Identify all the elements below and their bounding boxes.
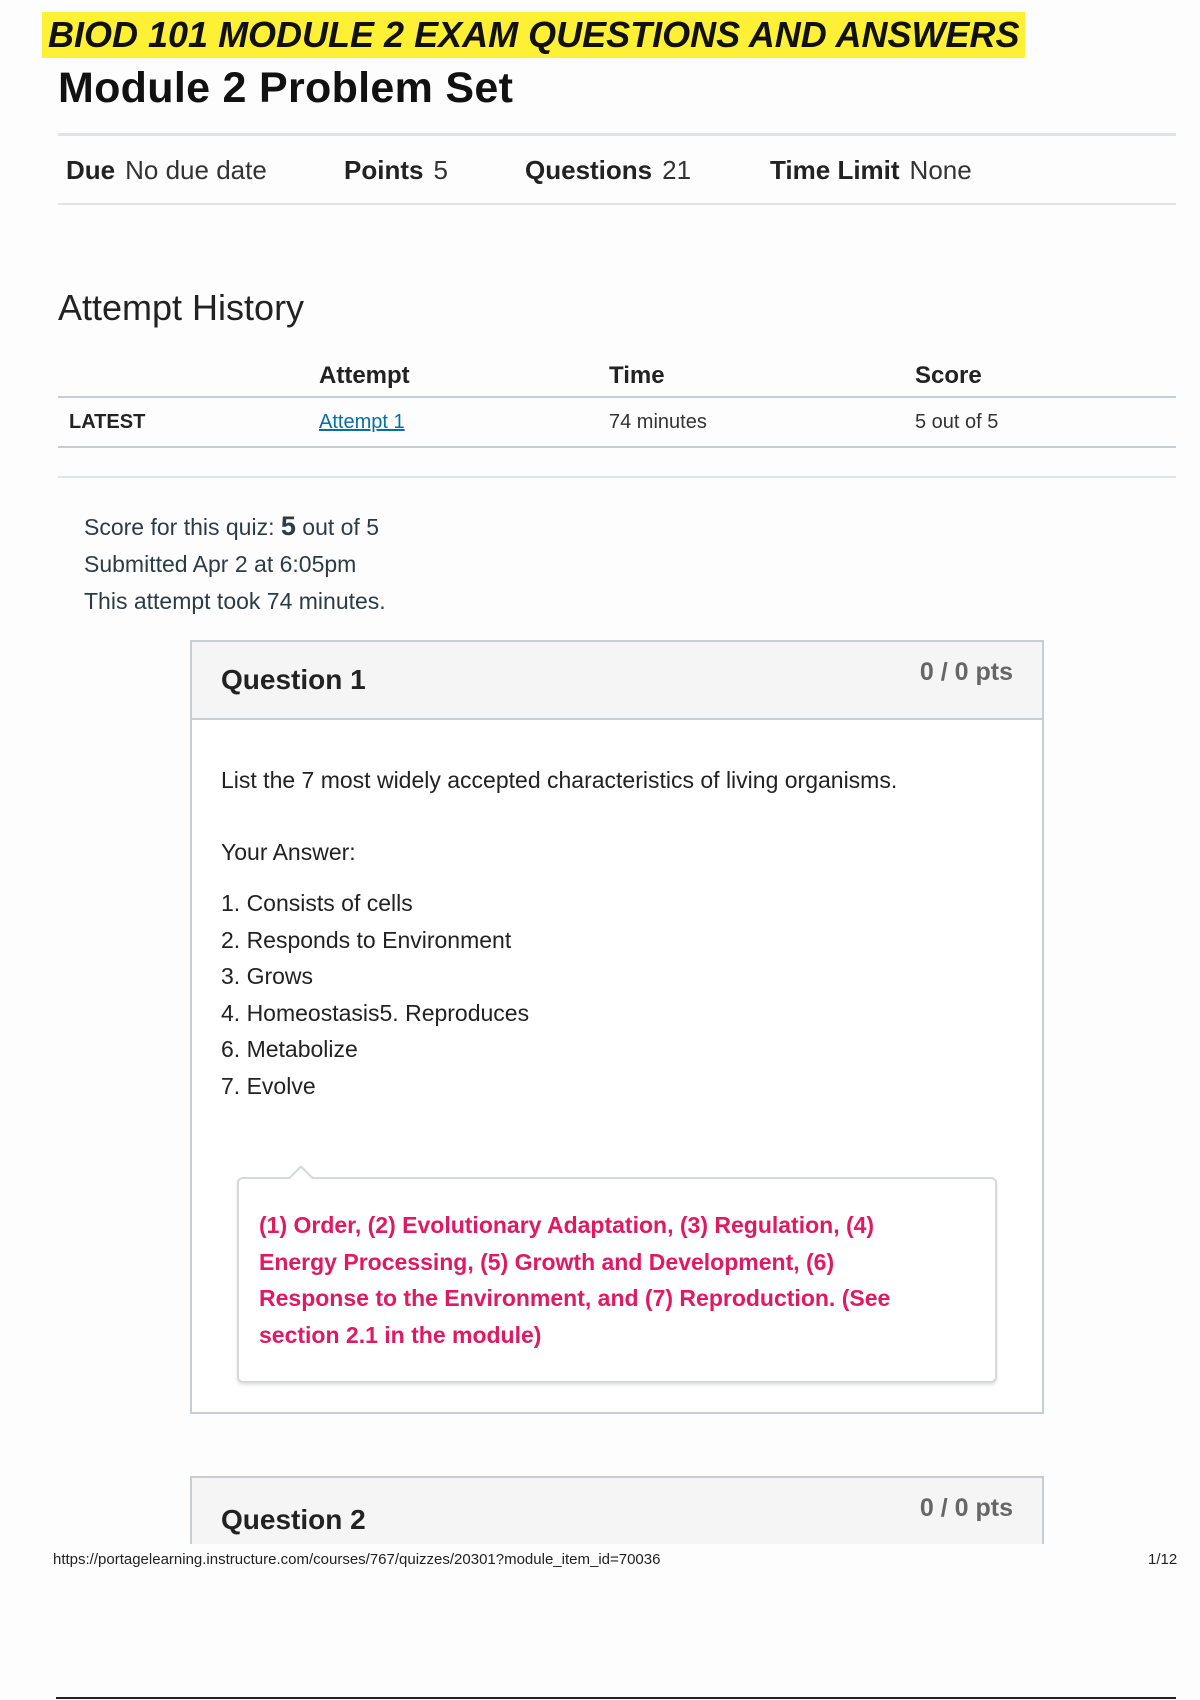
list-item: 6. Metabolize: [221, 1036, 358, 1062]
question-card: [190, 640, 1044, 1414]
points-label: Points: [344, 155, 424, 185]
score-value: 5: [280, 511, 296, 541]
quiz-summary: [84, 508, 386, 620]
column-header-tag: [58, 356, 319, 397]
comment-text: (1) Order, (2) Evolutionary Adaptation, (3) Regulation, (4) Energy Processing, (5) Growth and Development, (6) Response to the Environment, and (7) Reproduction. (See section 2.1 in the module): [259, 1212, 891, 1348]
table-header-row: [58, 356, 1176, 397]
column-header-time: Time: [609, 356, 915, 397]
page-bottom-rule: [56, 1697, 1176, 1699]
attempt-history-table: [58, 356, 1176, 448]
score-suffix: out of 5: [295, 514, 380, 540]
questions-info: [525, 155, 691, 186]
quiz-details: [58, 133, 1176, 205]
time-limit-value: None: [909, 155, 972, 185]
answer-comment: [237, 1177, 997, 1383]
question-header: [192, 642, 1042, 720]
submitted-line: Submitted Apr 2 at 6:05pm: [84, 551, 357, 577]
question-points: 0 / 0 pts: [919, 658, 1013, 686]
footer-url: https://portagelearning.instructure.com/courses/767/quizzes/20301?module_item_id=70036: [53, 1551, 661, 1568]
list-item: 1. Consists of cells: [221, 890, 413, 916]
list-item: 7. Evolve: [221, 1072, 316, 1099]
duration-line: This attempt took 74 minutes.: [84, 588, 386, 614]
column-header-attempt: Attempt: [319, 356, 609, 397]
question-title: Question 1: [221, 664, 366, 695]
due-label: Due: [66, 155, 116, 185]
page-number: 1/12: [1148, 1551, 1178, 1568]
attempt-cell: [319, 397, 609, 447]
page-title: Module 2 Problem Set: [58, 64, 514, 112]
column-header-score: Score: [915, 356, 1176, 397]
table-row: [58, 397, 1176, 447]
score-prefix: Score for this quiz:: [84, 514, 281, 540]
points-value: 5: [433, 155, 448, 185]
document-banner: BIOD 101 MODULE 2 EXAM QUESTIONS AND ANSWERS: [42, 12, 1025, 58]
questions-label: Questions: [525, 155, 653, 185]
latest-tag: LATEST: [58, 397, 319, 447]
attempt-link[interactable]: Attempt 1: [319, 410, 405, 433]
your-answer-label: Your Answer:: [221, 839, 356, 865]
time-limit-info: [770, 155, 972, 186]
due-value: No due date: [125, 155, 267, 185]
attempt-history-title: Attempt History: [58, 287, 305, 328]
answer-list: [221, 885, 529, 1104]
time-cell: 74 minutes: [609, 397, 915, 447]
score-cell: 5 out of 5: [915, 397, 1176, 447]
question-header: [192, 1478, 1042, 1554]
list-item: 2. Responds to Environment: [221, 926, 512, 953]
score-line: [84, 508, 386, 546]
question-title: Question 2: [221, 1504, 366, 1535]
list-item: 3. Grows: [221, 963, 314, 989]
list-item: 4. Homeostasis5. Reproduces: [221, 999, 530, 1026]
time-limit-label: Time Limit: [770, 155, 900, 185]
questions-value: 21: [662, 155, 692, 185]
question-text: List the 7 most widely accepted characteristics of living organisms.: [221, 767, 898, 793]
section-divider: [58, 476, 1176, 478]
due-info: [66, 155, 267, 186]
question-points: 0 / 0 pts: [919, 1494, 1013, 1522]
points-info: [344, 155, 448, 186]
